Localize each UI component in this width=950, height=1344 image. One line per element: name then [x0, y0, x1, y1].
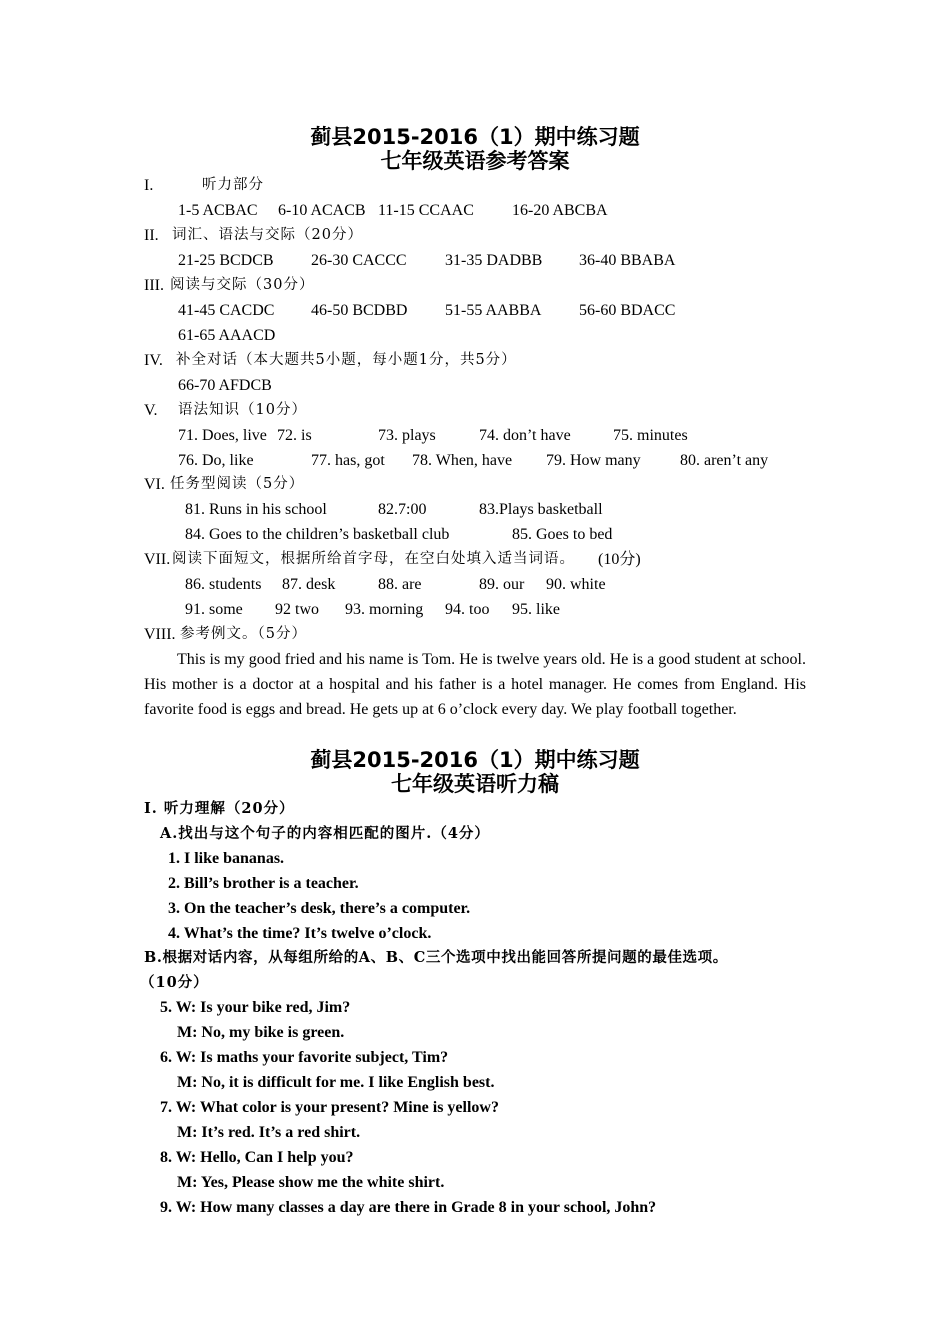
section-number: III. — [144, 277, 164, 294]
listening-heading-text: I. 听力理解（20分） — [144, 800, 295, 817]
answer-item: 73. plays — [378, 427, 436, 444]
answer-group: 41-45 CACDC — [178, 302, 275, 319]
answer-group: 26-30 CACCC — [311, 252, 407, 269]
dialog-line: 5. W: Is your bike red, Jim? — [160, 999, 351, 1016]
section-label: 语法知识（10分） — [178, 402, 307, 418]
dialog-line: 8. W: Hello, Can I help you? — [160, 1149, 354, 1166]
dialog-line: M: Yes, Please show me the white shirt. — [177, 1174, 445, 1191]
script-title-line1: 蓟县2015-2016（1）期中练习题 — [310, 748, 640, 772]
section-number: I. — [144, 177, 154, 194]
answer-group: 31-35 DADBB — [445, 252, 543, 269]
answer-item: 92 two — [275, 601, 319, 618]
answer-item: 94. too — [445, 601, 490, 618]
answer-item: 91. some — [185, 601, 243, 618]
answer-item: 76. Do, like — [178, 452, 254, 469]
answer-item: 77. has, got — [311, 452, 385, 469]
answer-item: 75. minutes — [613, 427, 688, 444]
answer-item: 88. are — [378, 576, 422, 593]
dialog-line: 7. W: What color is your present? Mine is yellow? — [160, 1099, 499, 1116]
section-label: 阅读下面短文，根据所给首字母，在空白处填入适当词语。 — [172, 551, 575, 567]
answer-group: 61-65 AAACD — [178, 327, 276, 344]
section-label: 补全对话（本大题共5小题，每小题1分，共5分） — [176, 352, 517, 368]
section-label: 参考例文。（5分） — [180, 626, 307, 642]
sample-essay: This is my good fried and his name is Tom. He is twelve years old. He is a good student at school. His mother is a doctor at a hospital and his father is a hotel manager. He comes from England. His favorite food is eggs and bread. He gets up at 6 o’clock every day. We play football together. — [144, 651, 806, 718]
sentence-text: 4. What’s the time? It’s twelve o’clock. — [168, 925, 432, 942]
dialog-line: M: It’s red. It’s a red shirt. — [177, 1124, 361, 1141]
part-a-heading-text: A.找出与这个句子的内容相匹配的图片.（4分） — [160, 825, 490, 842]
answer-item: 93. morning — [345, 601, 424, 618]
answer-group: 66-70 AFDCB — [178, 377, 272, 394]
sentence-text: 2. Bill’s brother is a teacher. — [168, 875, 359, 892]
dialog-line: 6. W: Is maths your favorite subject, Tim? — [160, 1049, 449, 1066]
answer-item: 85. Goes to bed — [512, 526, 613, 543]
answer-group: 6-10 ACACB — [278, 202, 366, 219]
section-label: 词汇、语法与交际（20分） — [172, 227, 363, 243]
dialog-line: M: No, it is difficult for me. I like English best. — [177, 1074, 495, 1091]
answer-item: 83.Plays basketball — [479, 501, 603, 518]
section-label: 阅读与交际（30分） — [170, 277, 315, 293]
answer-group: 46-50 BCDBD — [311, 302, 408, 319]
section-score: (10分) — [598, 551, 641, 568]
section-number: IV. — [144, 352, 163, 369]
sentence-text: 1. I like bananas. — [168, 850, 285, 867]
section-number: V. — [144, 402, 158, 419]
section-number: VIII. — [144, 626, 176, 643]
section-number: II. — [144, 227, 159, 244]
answer-item: 78. When, have — [412, 452, 513, 469]
dialog-line: M: No, my bike is green. — [177, 1024, 345, 1041]
answer-item: 95. like — [512, 601, 560, 618]
answer-item: 82.7:00 — [378, 501, 427, 518]
answer-group: 16-20 ABCBA — [512, 202, 608, 219]
answer-item: 71. Does, live — [178, 427, 267, 444]
answer-title-line1: 蓟县2015-2016（1）期中练习题 — [310, 125, 640, 149]
answer-item: 90. white — [546, 576, 606, 593]
answer-item: 79. How many — [546, 452, 641, 469]
section-label: 听力部分 — [202, 177, 264, 193]
answer-group: 36-40 BBABA — [579, 252, 676, 269]
part-b-heading-text: B.根据对话内容，从每组所给的A、B、C三个选项中找出能回答所提问题的最佳选项。 — [144, 949, 728, 966]
answer-item: 80. aren’t any — [680, 452, 769, 469]
section-label: 任务型阅读（5分） — [170, 476, 305, 492]
answer-item: 89. our — [479, 576, 525, 593]
section-number: VI. — [144, 476, 165, 493]
dialog-line: 9. W: How many classes a day are there in Grade 8 in your school, John? — [160, 1199, 657, 1216]
answer-title-line2: 七年级英语参考答案 — [380, 149, 570, 173]
answer-group: 21-25 BCDCB — [178, 252, 274, 269]
answer-item: 74. don’t have — [479, 427, 571, 444]
answer-group: 11-15 CCAAC — [378, 202, 474, 219]
answer-item: 84. Goes to the children’s basketball club — [185, 526, 450, 543]
section-number: VII. — [144, 551, 171, 568]
part-b-score-text: （10分） — [140, 974, 209, 991]
answer-group: 56-60 BDACC — [579, 302, 676, 319]
sentence-text: 3. On the teacher’s desk, there’s a computer. — [168, 900, 471, 917]
answer-item: 86. students — [185, 576, 262, 593]
answer-group: 1-5 ACBAC — [178, 202, 258, 219]
answer-item: 81. Runs in his school — [185, 501, 327, 518]
answer-item: 87. desk — [282, 576, 336, 593]
script-title-line2: 七年级英语听力稿 — [391, 772, 559, 796]
answer-group: 51-55 AABBA — [445, 302, 542, 319]
answer-item: 72. is — [277, 427, 312, 444]
